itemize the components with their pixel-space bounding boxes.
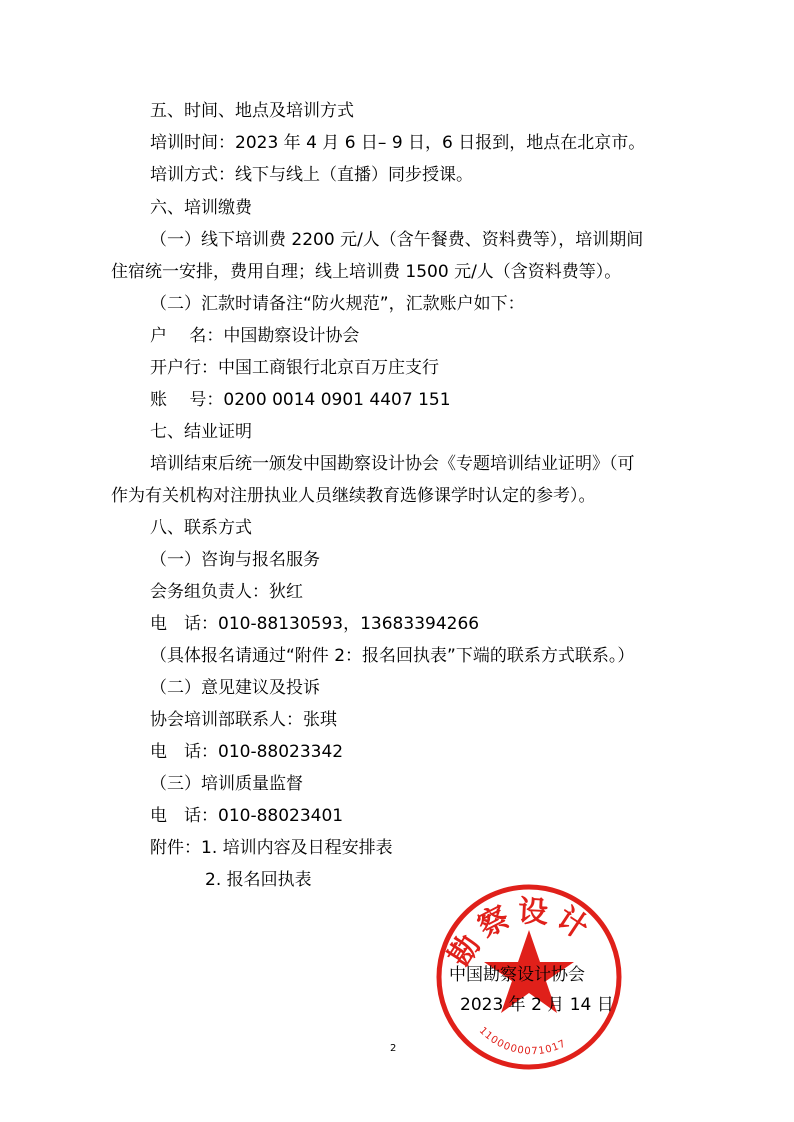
certificate-line2: 作为有关机构对注册执业人员继续教育选修课学时认定的参考）。 (111, 486, 596, 506)
contact-subheading-2: （二）意见建议及投诉 (150, 678, 320, 698)
account-bank: 开户行：中国工商银行北京百万庄支行 (150, 358, 439, 378)
contact-subheading-3: （三）培训质量监督 (150, 774, 303, 794)
account-name: 户 名：中国勘察设计协会 (150, 326, 360, 346)
training-time: 培训时间：2023 年 4 月 6 日– 9 日，6 日报到，地点在北京市。 (150, 133, 646, 153)
fee-paragraph-line1: （一）线下培训费 2200 元/人（含午餐费、资料费等），培训期间 (150, 230, 644, 250)
contact-person-2: 协会培训部联系人：张琪 (150, 710, 337, 730)
registration-note: （具体报名请通过“附件 2：报名回执表”下端的联系方式联系。） (150, 646, 635, 666)
page-number: 2 (390, 1043, 397, 1054)
contact-phone-1: 电 话：010-88130593，13683394266 (150, 614, 480, 634)
account-number: 账 号：0200 0014 0901 4407 151 (150, 390, 451, 410)
section-7-heading: 七、结业证明 (150, 422, 252, 442)
seal-number: 1100000071017 (476, 1025, 569, 1058)
contact-phone-3: 电 话：010-88023401 (150, 806, 344, 826)
remittance-note: （二）汇款时请备注“防火规范”，汇款账户如下： (150, 294, 525, 314)
section-6-heading: 六、培训缴费 (150, 198, 252, 218)
seal-arc-text: 勘察设计 (442, 894, 600, 974)
fee-paragraph-line2: 住宿统一安排，费用自理；线上培训费 1500 元/人（含资料费等）。 (111, 262, 622, 282)
section-5-heading: 五、时间、地点及培训方式 (150, 101, 354, 121)
attachment-1: 附件：1. 培训内容及日程安排表 (150, 838, 393, 858)
contact-subheading-1: （一）咨询与报名服务 (150, 550, 320, 570)
section-8-heading: 八、联系方式 (150, 518, 252, 538)
certificate-line1: 培训结束后统一颁发中国勘察设计协会《专题培训结业证明》（可 (150, 454, 635, 474)
contact-phone-2: 电 话：010-88023342 (150, 742, 344, 762)
training-mode: 培训方式：线下与线上（直播）同步授课。 (150, 165, 473, 185)
signature-organization: 中国勘察设计协会 (449, 965, 585, 985)
attachment-2: 2. 报名回执表 (205, 870, 312, 890)
contact-person-1: 会务组负责人：狄红 (150, 582, 303, 602)
signature-date: 2023 年 2 月 14 日 (460, 995, 614, 1015)
